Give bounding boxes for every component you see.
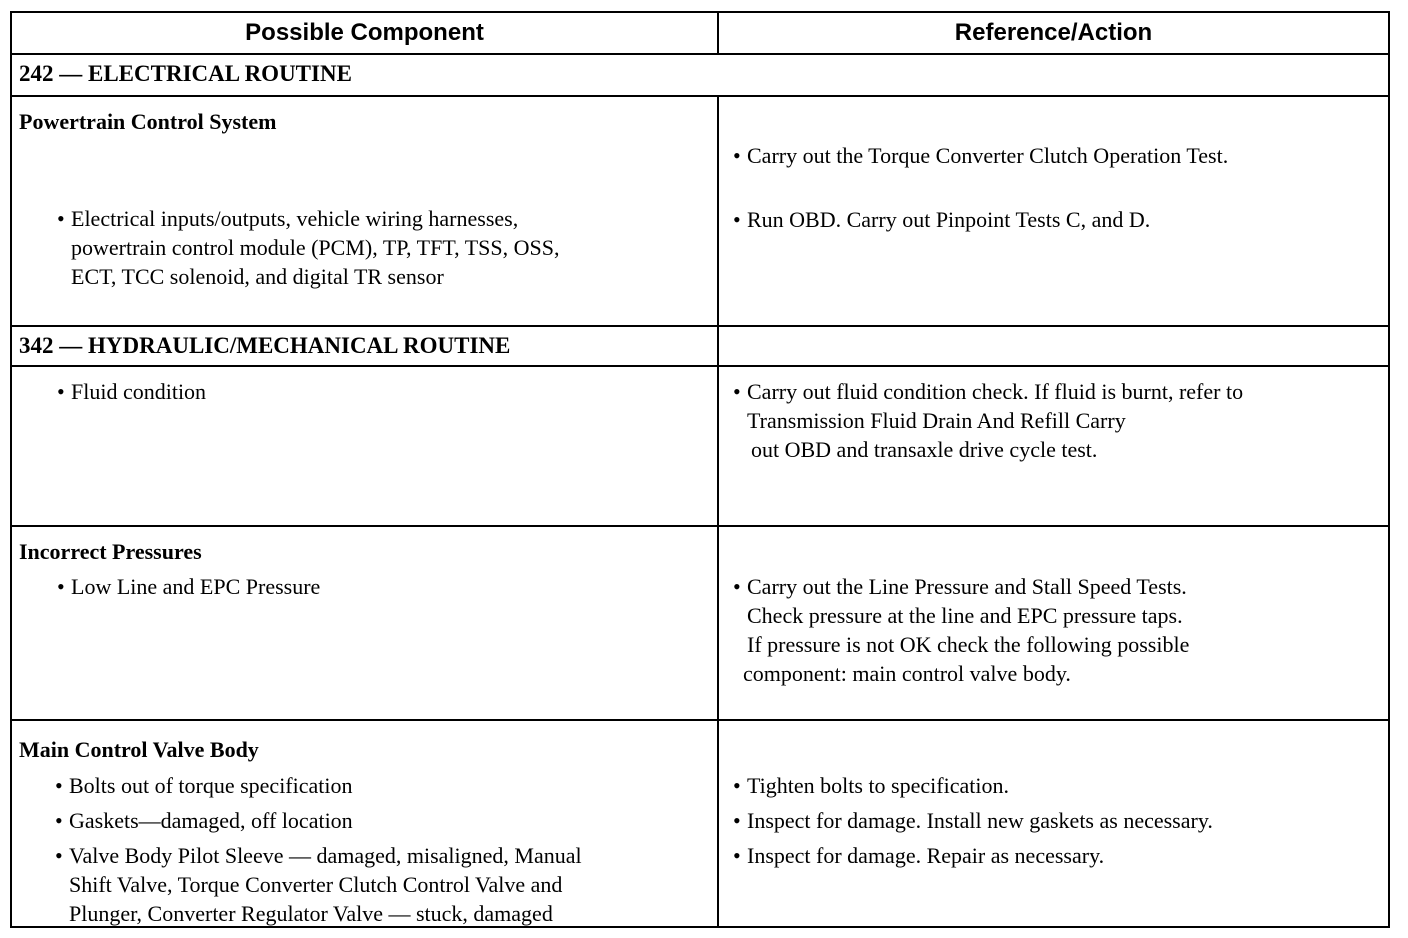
component-item — [55, 806, 353, 835]
action-line: Carry out fluid condition check. If fluid is burnt, refer to — [747, 379, 1244, 404]
table-header-row — [12, 13, 1388, 55]
component-item — [55, 771, 353, 800]
component-line: Valve Body Pilot Sleeve — damaged, misaligned, Manual — [69, 843, 582, 868]
table-row-valve-body — [12, 721, 1388, 926]
bullet-icon: • — [733, 207, 741, 232]
component-cell — [12, 367, 719, 525]
component-item-pressures — [57, 572, 320, 601]
component-item-powertrain — [57, 204, 560, 291]
component-text: Gaskets—damaged, off location — [69, 808, 353, 833]
component-cell — [12, 97, 719, 325]
bullet-icon: • — [733, 843, 741, 868]
component-cell — [12, 527, 719, 719]
action-line: Carry out the Line Pressure and Stall Speed Tests. — [747, 574, 1187, 599]
action-line: If pressure is not OK check the following possible — [747, 632, 1190, 657]
action-item — [733, 205, 1150, 234]
section-row-electrical — [12, 55, 1388, 97]
bullet-icon: • — [733, 773, 741, 798]
section-title-hydraulic: 342 — HYDRAULIC/MECHANICAL ROUTINE — [19, 333, 511, 358]
section-cell-empty — [719, 327, 1388, 365]
component-line: Shift Valve, Torque Converter Clutch Control Valve and — [69, 872, 563, 897]
bullet-icon: • — [55, 843, 63, 868]
section-title-electrical: 242 — ELECTRICAL ROUTINE — [19, 61, 352, 86]
action-line: out OBD and transaxle drive cycle test. — [751, 437, 1098, 462]
component-text: Low Line and EPC Pressure — [71, 574, 321, 599]
action-cell — [719, 721, 1388, 926]
action-text: Carry out the Torque Converter Clutch Operation Test. — [747, 143, 1229, 168]
component-line: powertrain control module (PCM), TP, TFT, TSS, OSS, — [71, 235, 560, 260]
action-text: Inspect for damage. Repair as necessary. — [747, 843, 1105, 868]
component-title-pressures: Incorrect Pressures — [19, 539, 202, 564]
component-title-powertrain: Powertrain Control System — [19, 109, 277, 134]
action-line: component: main control valve body. — [743, 661, 1071, 686]
action-item — [733, 806, 1213, 835]
section-cell — [12, 327, 719, 365]
action-item-pressures — [733, 572, 1189, 688]
action-cell — [719, 97, 1388, 325]
bullet-icon: • — [57, 379, 65, 404]
component-item-fluid — [57, 377, 206, 406]
component-item — [55, 841, 582, 928]
header-possible-component: Possible Component — [12, 13, 719, 53]
action-text: Inspect for damage. Install new gaskets as necessary. — [747, 808, 1213, 833]
action-cell — [719, 367, 1388, 525]
bullet-icon: • — [733, 379, 741, 404]
action-item — [733, 141, 1228, 170]
action-text: Run OBD. Carry out Pinpoint Tests C, and D. — [747, 207, 1151, 232]
table-row-powertrain — [12, 97, 1388, 327]
diagnostic-table — [10, 11, 1390, 928]
component-line: Plunger, Converter Regulator Valve — stuck, damaged — [69, 901, 553, 926]
bullet-icon: • — [733, 143, 741, 168]
action-cell — [719, 527, 1388, 719]
component-line: Electrical inputs/outputs, vehicle wiring harnesses, — [71, 206, 519, 231]
component-line: ECT, TCC solenoid, and digital TR sensor — [71, 264, 444, 289]
section-row-hydraulic — [12, 327, 1388, 367]
component-text: Bolts out of torque specification — [69, 773, 353, 798]
table-row-pressures — [12, 527, 1388, 721]
bullet-icon: • — [733, 574, 741, 599]
component-title-valve-body: Main Control Valve Body — [19, 737, 259, 762]
bullet-icon: • — [57, 206, 65, 231]
action-item-fluid — [733, 377, 1243, 464]
bullet-icon: • — [55, 808, 63, 833]
action-item — [733, 841, 1104, 870]
component-cell — [12, 721, 719, 926]
action-line: Transmission Fluid Drain And Refill Carry — [747, 408, 1126, 433]
bullet-icon: • — [57, 574, 65, 599]
header-reference-action: Reference/Action — [954, 19, 1153, 46]
action-item — [733, 771, 1009, 800]
bullet-icon: • — [733, 808, 741, 833]
action-text: Tighten bolts to specification. — [747, 773, 1009, 798]
action-line: Check pressure at the line and EPC pressure taps. — [747, 603, 1183, 628]
bullet-icon: • — [55, 773, 63, 798]
component-text: Fluid condition — [71, 379, 207, 404]
table-row-fluid — [12, 367, 1388, 527]
